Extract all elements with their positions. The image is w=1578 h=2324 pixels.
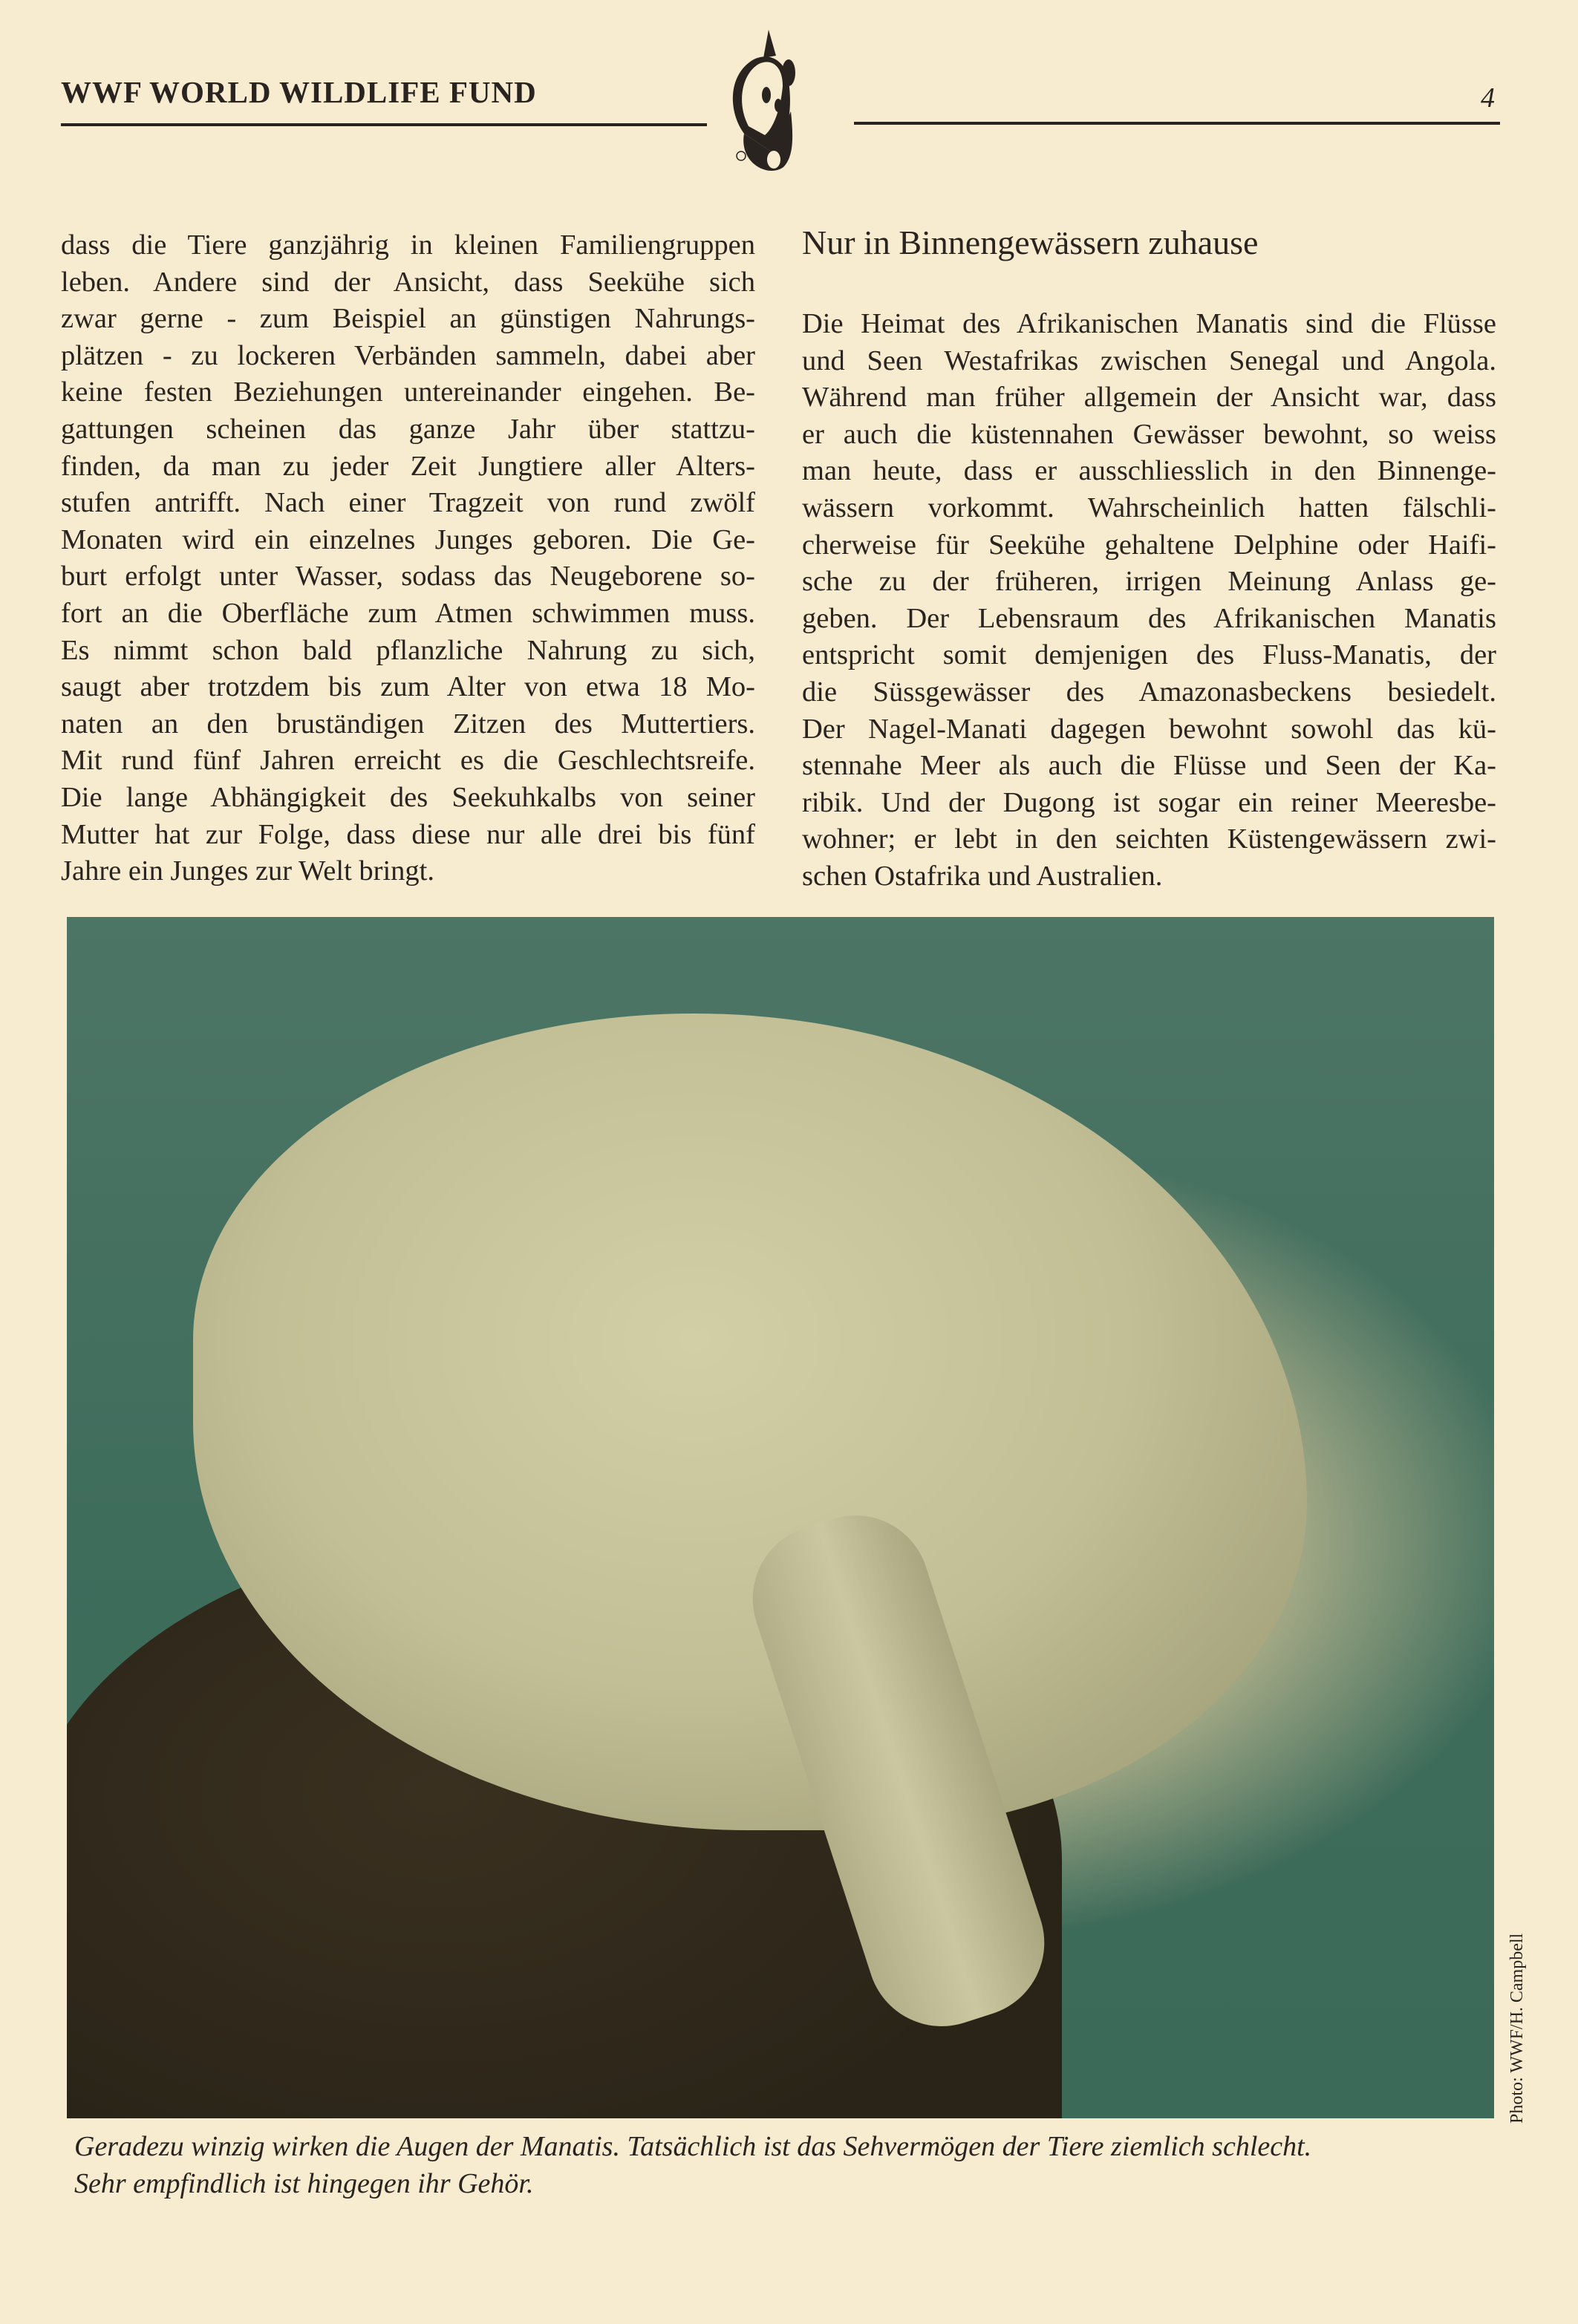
text-line: wässern vorkommt. Wahrscheinlich hatten fälschli- xyxy=(802,492,1496,523)
text-line: man heute, dass er ausschliesslich in den Binnenge- xyxy=(802,455,1496,487)
photo-manatee-body xyxy=(193,1014,1307,1830)
text-line: ribik. Und der Dugong ist sogar ein reiner Meeresbe- xyxy=(802,786,1496,818)
text-line: cherweise für Seekühe gehaltene Delphine oder Haifi- xyxy=(802,529,1496,561)
text-line: entspricht somit demjenigen des Fluss-Manatis, der xyxy=(802,639,1496,671)
text-line: Die lange Abhängigkeit des Seekuhkalbs von seiner xyxy=(61,781,755,813)
section-heading: Nur in Binnengewässern zuhause xyxy=(802,223,1259,261)
manatee-photo xyxy=(67,917,1494,2118)
text-line: zwar gerne - zum Beispiel an günstigen Nahrungs- xyxy=(61,303,755,335)
text-line: keine festen Beziehungen untereinander eingehen. Be- xyxy=(61,376,755,408)
text-line: sche zu der früheren, irrigen Meinung Anlass ge- xyxy=(802,566,1496,598)
text-line: burt erfolgt unter Wasser, sodass das Neugeborene so- xyxy=(61,561,755,593)
photo-credit: Photo: WWF/H. Campbell xyxy=(1507,1933,1527,2124)
text-line: Während man früher allgemein der Ansicht war, dass xyxy=(802,382,1496,414)
text-line: Die Heimat des Afrikanischen Manatis sind die Flüsse xyxy=(802,308,1496,339)
header-rule-left xyxy=(61,123,707,126)
text-line: stennahe Meer als auch die Flüsse und Seen der Ka- xyxy=(802,750,1496,782)
text-line: finden, da man zu jeder Zeit Jungtiere aller Alters- xyxy=(61,450,755,482)
header-rule-right xyxy=(854,122,1500,125)
text-line: plätzen - zu lockeren Verbänden sammeln, dabei aber xyxy=(61,339,755,371)
left-column-text xyxy=(61,227,755,890)
text-line: schen Ostafrika und Australien. xyxy=(802,860,1163,892)
text-line: er auch die küstennahen Gewässer bewohnt, so weiss xyxy=(802,418,1496,450)
text-line: saugt aber trotzdem bis zum Alter von etwa 18 Mo- xyxy=(61,671,755,703)
text-line: naten an den bruständigen Zitzen des Muttertiers. xyxy=(61,708,755,740)
page-number: 4 xyxy=(1481,82,1495,114)
header-title: WWF WORLD WILDLIFE FUND xyxy=(61,75,537,109)
text-line: Mit rund fünf Jahren erreicht es die Geschlechtsreife. xyxy=(61,745,755,777)
text-line: stufen antrifft. Nach einer Tragzeit von rund zwölf xyxy=(61,487,755,519)
text-line: dass die Tiere ganzjährig in kleinen Familiengruppen xyxy=(61,229,755,261)
right-column-text xyxy=(802,306,1496,895)
photo-caption xyxy=(74,2128,1522,2202)
text-line: Es nimmt schon bald pflanzliche Nahrung zu sich, xyxy=(61,634,755,666)
wwf-panda-logo xyxy=(698,22,858,178)
text-line: wohner; er lebt in den seichten Küstengewässern zwi- xyxy=(802,823,1496,855)
caption-line: Geradezu winzig wirken die Augen der Manatis. Tatsächlich ist das Sehvermögen der Tiere ziemlich schlecht. xyxy=(74,2131,1312,2162)
text-line: und Seen Westafrikas zwischen Senegal und Angola. xyxy=(802,345,1496,376)
text-line: fort an die Oberfläche zum Atmen schwimmen muss. xyxy=(61,597,755,629)
text-line: Der Nagel-Manati dagegen bewohnt sowohl das kü- xyxy=(802,713,1496,745)
caption-line: Sehr empfindlich ist hingegen ihr Gehör. xyxy=(74,2168,534,2199)
text-line: die Süssgewässer des Amazonasbeckens besiedelt. xyxy=(802,676,1496,708)
text-line: Mutter hat zur Folge, dass diese nur alle drei bis fünf xyxy=(61,818,755,850)
text-line: geben. Der Lebensraum des Afrikanischen Manatis xyxy=(802,602,1496,634)
text-line: leben. Andere sind der Ansicht, dass Seekühe sich xyxy=(61,266,755,298)
text-line: gattungen scheinen das ganze Jahr über stattzu- xyxy=(61,413,755,445)
text-line: Jahre ein Junges zur Welt bringt. xyxy=(61,855,434,887)
text-line: Monaten wird ein einzelnes Junges geboren. Die Ge- xyxy=(61,523,755,555)
